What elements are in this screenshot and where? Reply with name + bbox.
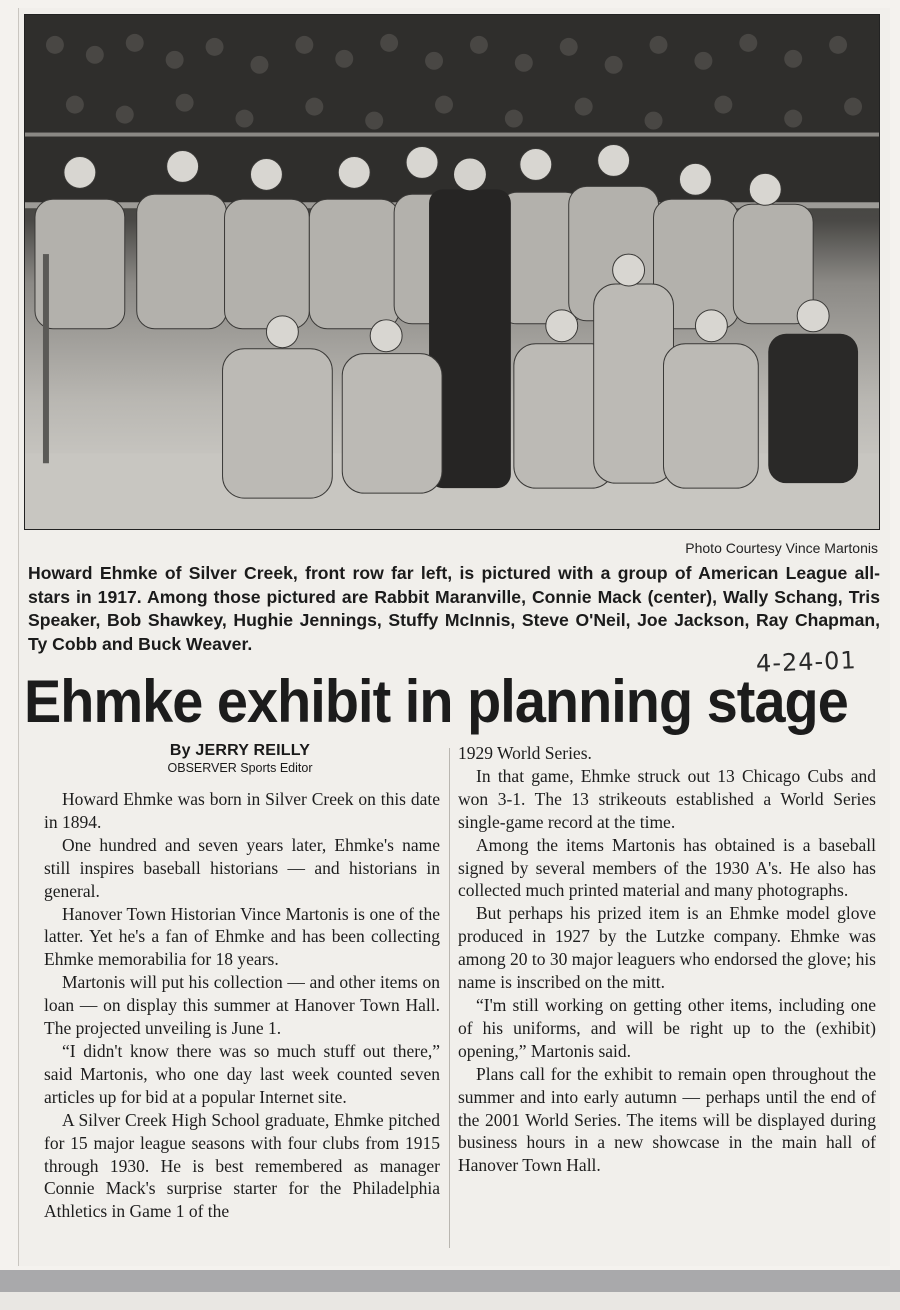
paragraph: One hundred and seven years later, Ehmke's name still inspires baseball historians — and historians in general. <box>44 834 440 901</box>
byline-author: By JERRY REILLY <box>169 742 311 759</box>
scan-edge-bar <box>0 1270 900 1292</box>
paragraph-continuation: 1929 World Series. <box>458 743 592 763</box>
paragraph: “I didn't know there was so much stuff out there,” said Martonis, who one day last week counted seven articles up for bid at a popular Internet site. <box>44 1040 440 1107</box>
byline-role: OBSERVER Sports Editor <box>167 761 313 775</box>
article-column-2 <box>458 742 876 1177</box>
column-divider <box>449 748 450 1248</box>
handwritten-date: 4-24-01 <box>755 646 858 678</box>
paragraph: A Silver Creek High School graduate, Ehmke pitched for 15 major league seasons with four clubs from 1915 through 1930. He is best remembered as manager Connie Mack's surprise starter for the Philadelphia Athletics in Game 1 of the <box>44 1109 440 1222</box>
team-photo <box>24 14 880 530</box>
paragraph: In that game, Ehmke struck out 13 Chicago Cubs and won 3-1. The 13 strikeouts established a World Series single-game record at the time. <box>458 765 876 832</box>
paragraph: But perhaps his prized item is an Ehmke model glove produced in 1927 by the Lutzke company. Ehmke was among 20 to 30 major leaguers who endorsed the glove; his name is inscribed on the mitt. <box>458 903 876 993</box>
paragraph: “I'm still working on getting other items, including one of his uniforms, and will be right up to the (exhibit) opening,” Martonis said. <box>458 994 876 1061</box>
paragraph: Hanover Town Historian Vince Martonis is one of the latter. Yet he's a fan of Ehmke and has been collecting Ehmke memorabilia for 18 years. <box>44 903 440 970</box>
byline <box>150 742 330 775</box>
paragraph: Plans call for the exhibit to remain open throughout the summer and into early autumn — perhaps until the end of the 2001 World Series. The items will be displayed during business hours in a new showcase in the main hall of Hanover Town Hall. <box>458 1063 876 1176</box>
paragraph: Among the items Martonis has obtained is a baseball signed by several members of the 1930 A's. He also has collected much printed material and many photographs. <box>458 834 876 901</box>
photo-caption: Howard Ehmke of Silver Creek, front row far left, is pictured with a group of American League all-stars in 1917. Among those pictured are Rabbit Maranville, Connie Mack (center), Wally Schang, Tris Speaker, Bob Shawkey, Hughie Jennings, Stuffy McInnis, Steve O'Neil, Joe Jackson, Ray Chapman, Ty Cobb and Buck Weaver. <box>28 563 880 654</box>
paragraph: Martonis will put his collection — and other items on loan — on display this summer at Hanover Town Hall. The projected unveiling is June 1. <box>44 972 440 1039</box>
article-column-1 <box>44 788 440 1223</box>
scan-edge-bottom <box>0 1292 900 1310</box>
team-photo-illustration <box>25 15 879 529</box>
headline: Ehmke exhibit in planning stage <box>24 668 848 735</box>
photo-credit: Photo Courtesy Vince Martonis <box>685 540 878 556</box>
paragraph: Howard Ehmke was born in Silver Creek on this date in 1894. <box>44 789 440 832</box>
